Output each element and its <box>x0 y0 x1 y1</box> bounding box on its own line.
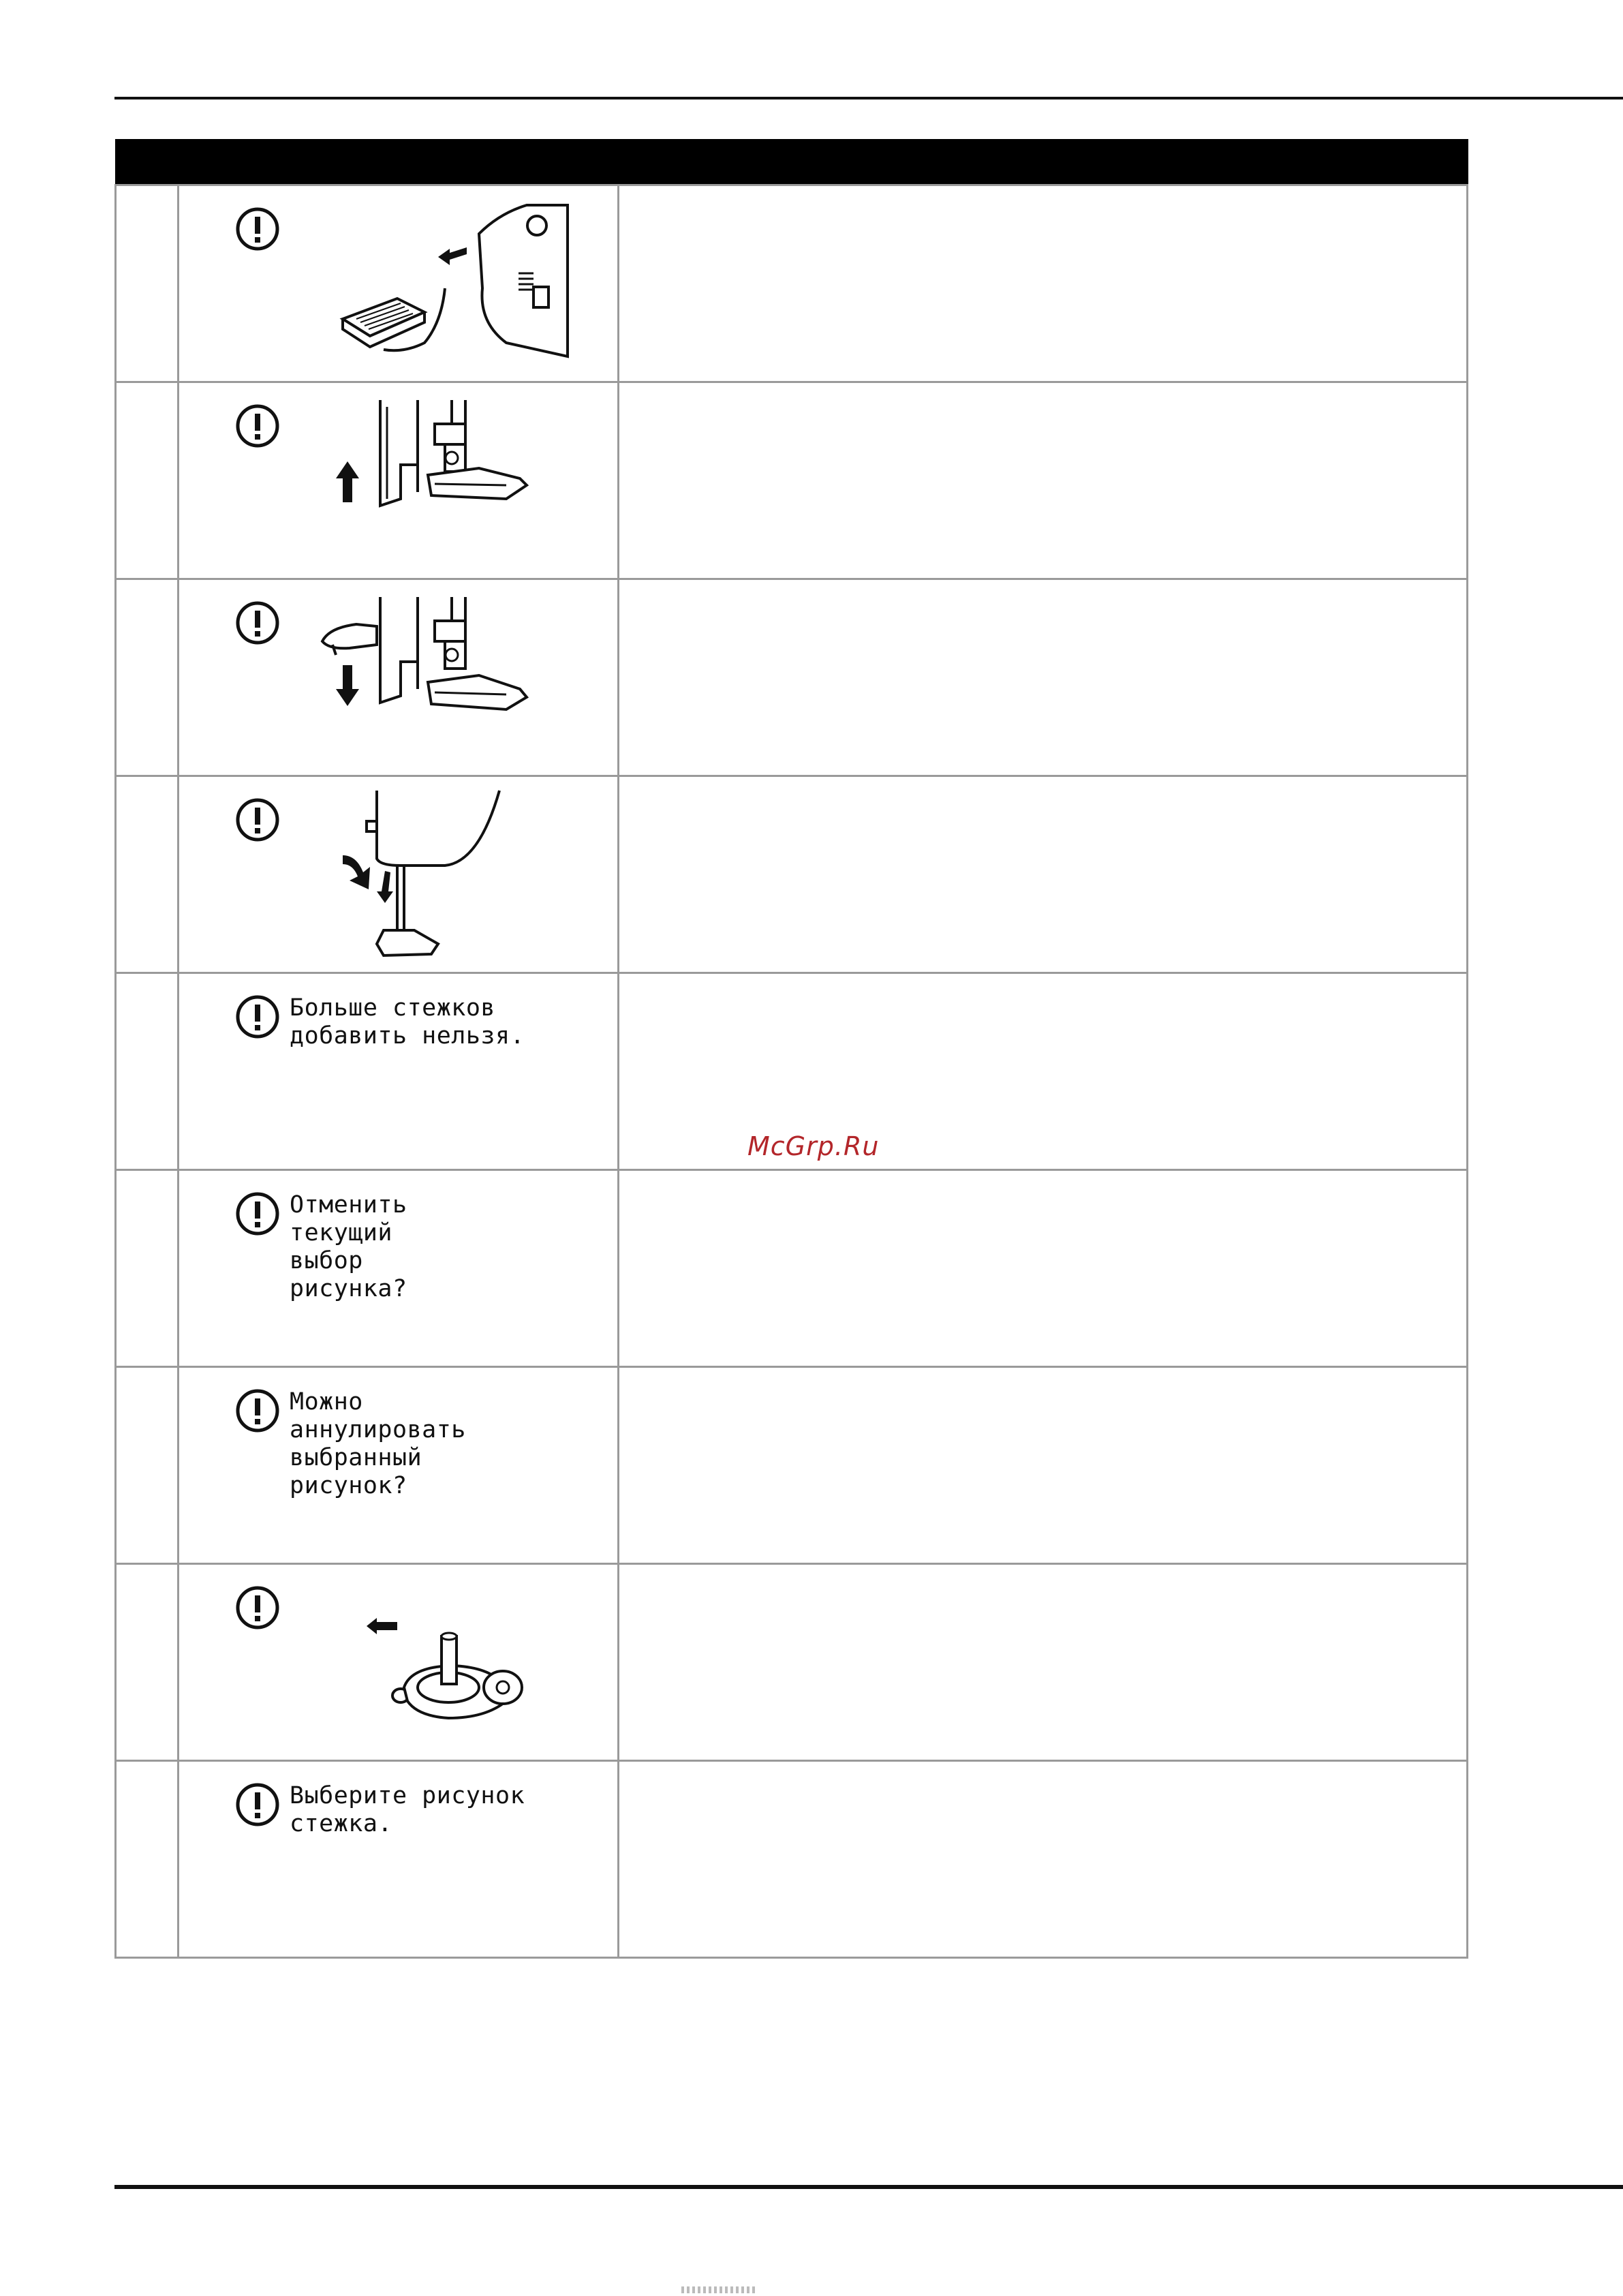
foot-controller-icon <box>281 186 615 377</box>
description-cell <box>619 1761 1468 1958</box>
lcd-message-text: Больше стежков добавить нельзя. <box>290 994 525 1050</box>
message-cell <box>179 1367 619 1564</box>
message-cell <box>179 1170 619 1367</box>
header-cell-message <box>179 140 619 185</box>
table-row <box>116 579 1468 776</box>
description-cell <box>619 382 1468 579</box>
description-cell <box>619 185 1468 382</box>
warning-icon <box>235 1388 280 1433</box>
description-cell <box>619 973 1468 1170</box>
warning-icon <box>235 1191 280 1236</box>
message-cell <box>179 973 619 1170</box>
lcd-message-text: Отменить текущий выбор рисунка? <box>290 1191 407 1302</box>
message-cell <box>179 579 619 776</box>
table-row <box>116 1367 1468 1564</box>
table-row <box>116 185 1468 382</box>
message-cell <box>179 1761 619 1958</box>
lcd-message-text: Можно аннулировать выбранный рисунок? <box>290 1388 466 1499</box>
header-cell-description <box>619 140 1468 185</box>
description-cell <box>619 776 1468 973</box>
description-cell <box>619 1564 1468 1761</box>
lcd-message-text: Выберите рисунок стежка. <box>290 1782 525 1837</box>
warning-icon <box>235 206 280 251</box>
bobbin-winder-icon <box>281 1565 615 1756</box>
needle-position-icon <box>281 777 615 968</box>
row-number-cell <box>116 1170 179 1367</box>
row-number-cell <box>116 973 179 1170</box>
row-number-cell <box>116 382 179 579</box>
table-row <box>116 1564 1468 1761</box>
description-cell <box>619 1170 1468 1367</box>
table-header-row <box>116 140 1468 185</box>
description-cell <box>619 1367 1468 1564</box>
warning-icon <box>235 994 280 1039</box>
warning-icon <box>235 1585 280 1630</box>
message-cell <box>179 382 619 579</box>
row-number-cell <box>116 185 179 382</box>
presser-foot-lever-up-icon <box>281 383 615 574</box>
warning-icon <box>235 600 280 645</box>
error-message-table <box>114 139 1468 1959</box>
table-row <box>116 382 1468 579</box>
top-rule <box>114 97 1623 100</box>
message-cell <box>179 185 619 382</box>
warning-icon <box>235 1782 280 1827</box>
row-number-cell <box>116 1367 179 1564</box>
table-row <box>116 1170 1468 1367</box>
warning-icon <box>235 797 280 842</box>
watermark-text: McGrp.Ru <box>747 1131 880 1161</box>
message-cell <box>179 776 619 973</box>
message-cell <box>179 1564 619 1761</box>
row-number-cell <box>116 1761 179 1958</box>
bottom-rule <box>114 2185 1623 2189</box>
table-row <box>116 1761 1468 1958</box>
description-cell <box>619 579 1468 776</box>
table-row <box>116 776 1468 973</box>
header-cell-no <box>116 140 179 185</box>
warning-icon <box>235 403 280 448</box>
row-number-cell <box>116 579 179 776</box>
row-number-cell <box>116 1564 179 1761</box>
footer-mark <box>681 2286 756 2293</box>
row-number-cell <box>116 776 179 973</box>
presser-foot-lever-down-icon <box>281 580 615 771</box>
